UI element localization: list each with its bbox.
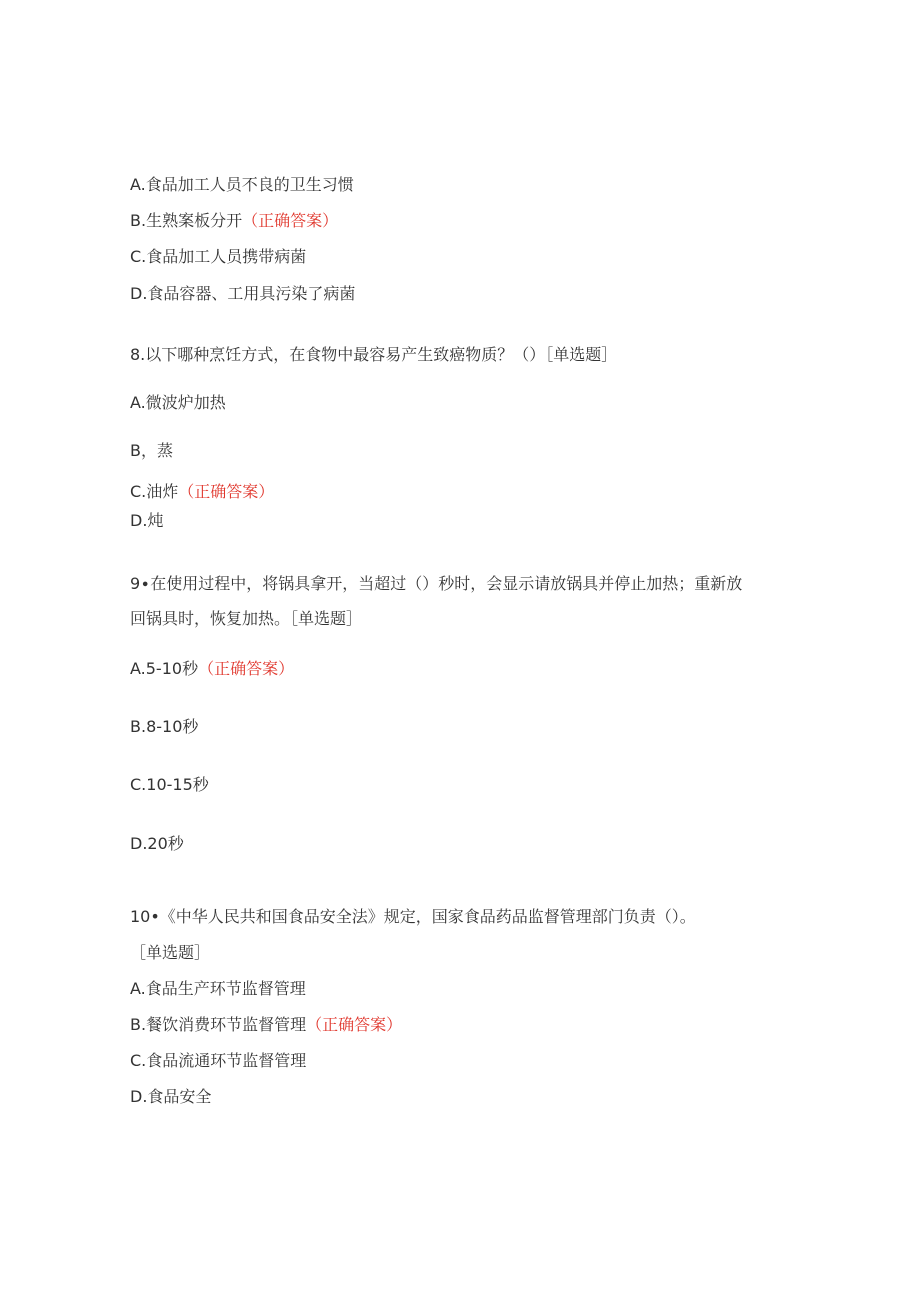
q9-stem-line2: 回锅具时，恢复加热。［单选题］	[130, 609, 363, 628]
q10-option-c	[130, 1050, 306, 1072]
option-text: D.食品容器、工用具污染了病菌	[130, 284, 356, 303]
option-text: D.炖	[130, 511, 164, 530]
q8-stem: 8.以下哪种烹饪方式，在食物中最容易产生致癌物质？（）［单选题］	[130, 345, 618, 364]
correct-answer-mark: （正确答案）	[306, 1015, 403, 1034]
q10-stem-line1: 10•《中华人民共和国食品安全法》规定，国家食品药品监督管理部门负责（）。	[130, 907, 696, 926]
correct-answer-mark: （正确答案）	[178, 482, 275, 501]
q9-stem-line1: 9∙在使用过程中，将锅具拿开，当超过（）秒时，会显示请放锅具并停止加热；重新放	[130, 574, 743, 593]
option-text: A.食品加工人员不良的卫生习惯	[130, 175, 354, 194]
option-text: C.10-15秒	[130, 775, 209, 794]
q10-option-d	[130, 1086, 211, 1108]
option-text: B，蒸	[130, 441, 173, 460]
correct-answer-mark: （正确答案）	[242, 211, 339, 230]
option-text: C.油炸	[130, 482, 179, 501]
q9-option-d	[130, 833, 184, 855]
q9-option-b	[130, 716, 198, 738]
q7-option-a	[130, 174, 354, 196]
option-text: D.20秒	[130, 834, 184, 853]
option-text: B.餐饮消费环节监督管理	[130, 1015, 307, 1034]
option-text: B.生熟案板分开	[130, 211, 243, 230]
option-text: D.食品安全	[130, 1087, 212, 1106]
q8-option-c	[130, 481, 274, 503]
q8-option-a	[130, 392, 226, 414]
q8-option-d	[130, 510, 163, 532]
q7-option-b	[130, 210, 338, 232]
option-text: A.食品生产环节监督管理	[130, 979, 306, 998]
option-text: A.微波炉加热	[130, 393, 226, 412]
option-text: C.食品加工人员携带病菌	[130, 247, 307, 266]
q7-option-c	[130, 246, 306, 268]
q10-stem-line2: ［单选题］	[130, 943, 211, 962]
q10-option-b	[130, 1014, 402, 1036]
q7-option-d	[130, 283, 355, 305]
option-text: A.5-10秒	[130, 659, 199, 678]
correct-answer-mark: （正确答案）	[198, 659, 295, 678]
option-text: B.8-10秒	[130, 717, 199, 736]
option-text: C.食品流通环节监督管理	[130, 1051, 307, 1070]
q9-option-a	[130, 658, 294, 680]
q8-option-b	[130, 440, 173, 462]
q9-option-c	[130, 774, 209, 796]
q10-option-a	[130, 978, 306, 1000]
